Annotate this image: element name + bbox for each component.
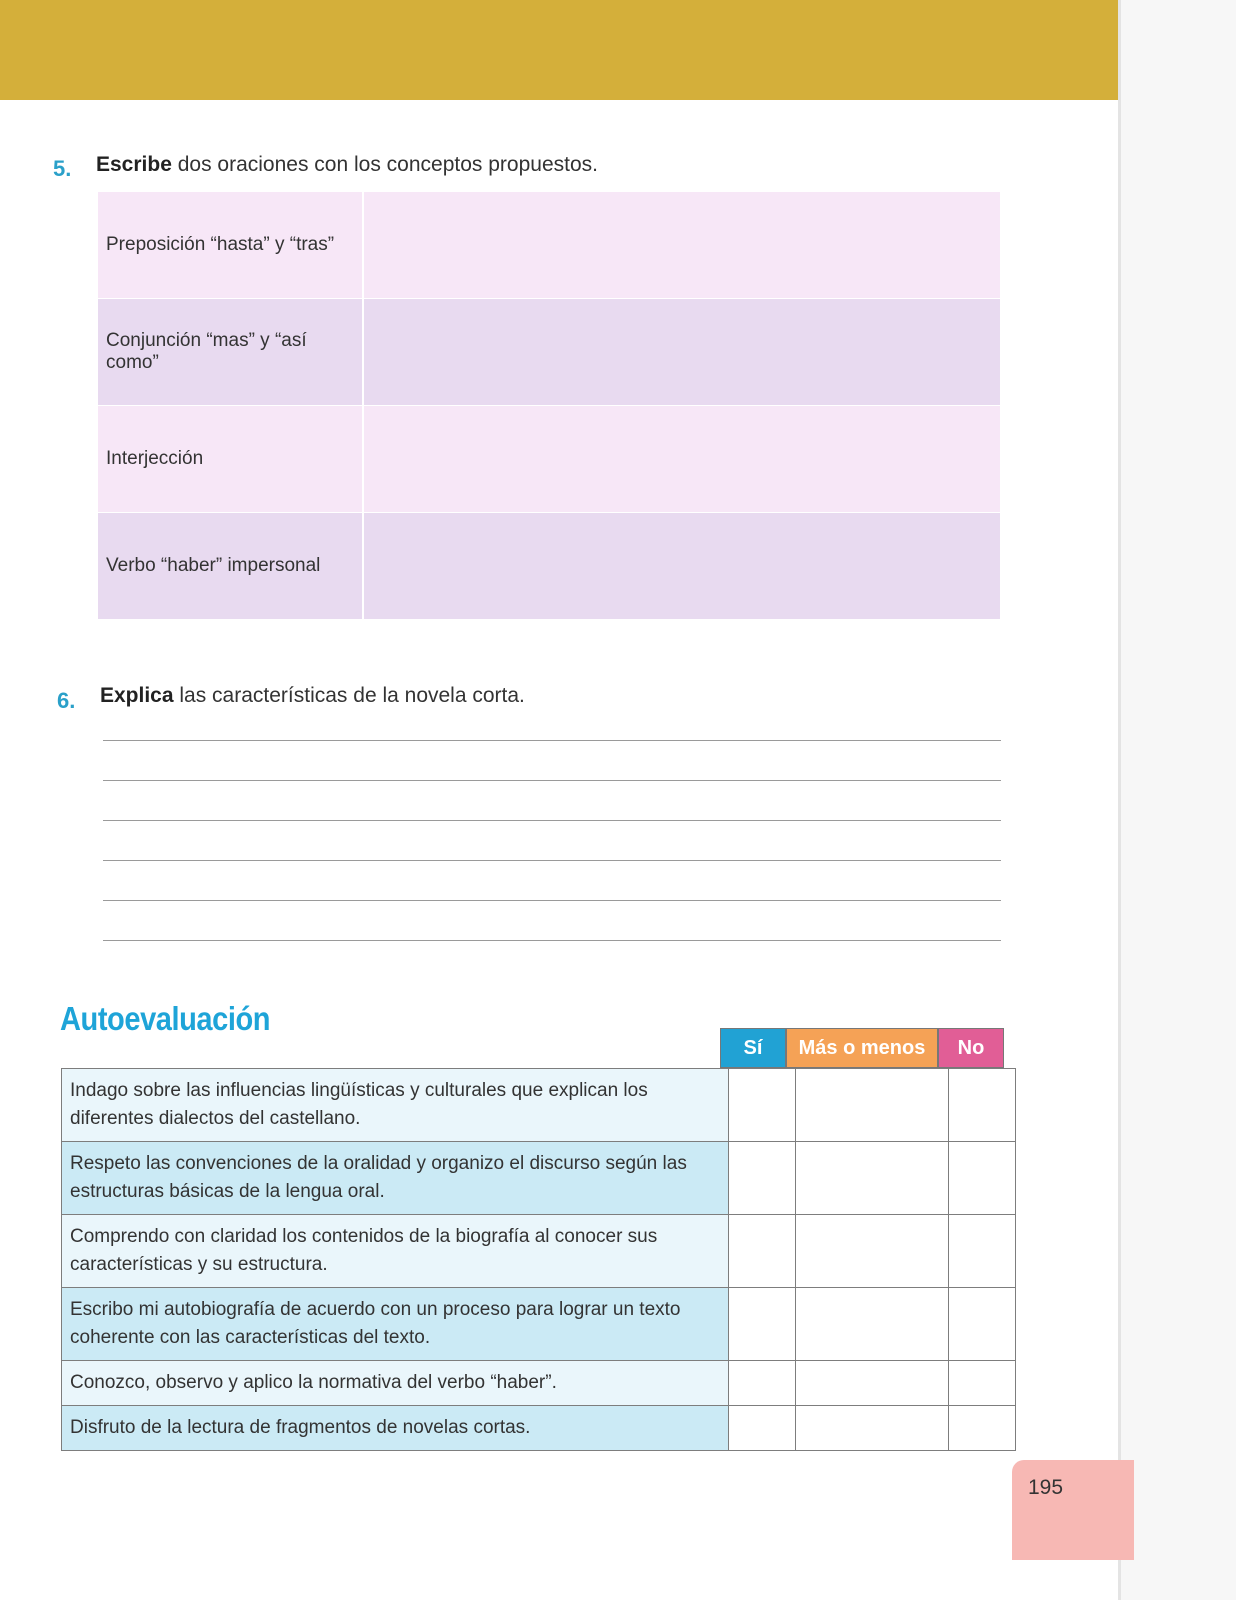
autoevaluacion-title: Autoevaluación <box>60 1000 271 1037</box>
answer-line[interactable] <box>103 901 1001 941</box>
si-checkbox-cell[interactable] <box>729 1406 796 1451</box>
mas-o-menos-checkbox-cell[interactable] <box>796 1215 949 1288</box>
header-no: No <box>938 1028 1004 1068</box>
concept-answer-area[interactable] <box>364 513 1000 619</box>
statement-cell: Comprendo con claridad los contenidos de la biografía al conocer sus características y su estructura. <box>62 1215 729 1288</box>
question-5-verb: Escribe <box>96 153 172 176</box>
mas-o-menos-checkbox-cell[interactable] <box>796 1406 949 1451</box>
no-checkbox-cell[interactable] <box>949 1361 1016 1406</box>
statement-cell: Respeto las convenciones de la oralidad y organizo el discurso según las estructuras básicas de la lengua oral. <box>62 1142 729 1215</box>
concept-label: Interjección <box>98 406 364 512</box>
concepts-table <box>98 192 1000 620</box>
no-checkbox-cell[interactable] <box>949 1288 1016 1361</box>
si-checkbox-cell[interactable] <box>729 1288 796 1361</box>
answer-line[interactable] <box>103 741 1001 781</box>
statement-cell: Conozco, observo y aplico la normativa del verbo “haber”. <box>62 1361 729 1406</box>
no-checkbox-cell[interactable] <box>949 1406 1016 1451</box>
question-6-rest: las características de la novela corta. <box>173 684 525 707</box>
statement-cell: Escribo mi autobiografía de acuerdo con un proceso para lograr un texto coherente con las características del texto. <box>62 1288 729 1361</box>
header-si: Sí <box>720 1028 786 1068</box>
statement-cell: Indago sobre las influencias lingüísticas y culturales que explican los diferentes dialectos del castellano. <box>62 1069 729 1142</box>
concept-answer-area[interactable] <box>364 406 1000 512</box>
table-row <box>62 1406 1016 1451</box>
si-checkbox-cell[interactable] <box>729 1361 796 1406</box>
concept-answer-area[interactable] <box>364 192 1000 298</box>
concept-label: Conjunción “mas” y “así como” <box>98 299 364 405</box>
question-5-prompt <box>96 153 598 177</box>
mas-o-menos-checkbox-cell[interactable] <box>796 1288 949 1361</box>
page-gutter <box>1118 0 1236 1600</box>
table-row <box>62 1142 1016 1215</box>
page-edge <box>1118 0 1121 1600</box>
table-row <box>62 1288 1016 1361</box>
table-row <box>62 1069 1016 1142</box>
table-row <box>62 1361 1016 1406</box>
mas-o-menos-checkbox-cell[interactable] <box>796 1142 949 1215</box>
no-checkbox-cell[interactable] <box>949 1069 1016 1142</box>
answer-line[interactable] <box>103 781 1001 821</box>
self-evaluation-table <box>61 1068 1016 1451</box>
concept-label: Verbo “haber” impersonal <box>98 513 364 619</box>
top-color-band <box>0 0 1118 100</box>
mas-o-menos-checkbox-cell[interactable] <box>796 1069 949 1142</box>
si-checkbox-cell[interactable] <box>729 1215 796 1288</box>
question-6-verb: Explica <box>100 684 174 707</box>
question-5-rest: dos oraciones con los conceptos propuestos. <box>171 153 598 176</box>
no-checkbox-cell[interactable] <box>949 1142 1016 1215</box>
concept-row <box>98 406 1000 512</box>
question-5-number: 5. <box>53 156 72 181</box>
question-6-prompt <box>100 684 525 708</box>
concept-answer-area[interactable] <box>364 299 1000 405</box>
statement-cell: Disfruto de la lectura de fragmentos de novelas cortas. <box>62 1406 729 1451</box>
answer-lines <box>103 740 1001 941</box>
si-checkbox-cell[interactable] <box>729 1142 796 1215</box>
question-6-number: 6. <box>57 688 76 713</box>
page-number: 195 <box>1028 1476 1064 1499</box>
concept-row <box>98 299 1000 405</box>
no-checkbox-cell[interactable] <box>949 1215 1016 1288</box>
concept-label: Preposición “hasta” y “tras” <box>98 192 364 298</box>
mas-o-menos-checkbox-cell[interactable] <box>796 1361 949 1406</box>
header-mas-o-menos: Más o menos <box>786 1028 938 1068</box>
page-number-tab <box>1012 1460 1134 1560</box>
concept-row <box>98 513 1000 619</box>
si-checkbox-cell[interactable] <box>729 1069 796 1142</box>
answer-line[interactable] <box>103 821 1001 861</box>
concept-row <box>98 192 1000 298</box>
answer-line[interactable] <box>103 861 1001 901</box>
table-row <box>62 1215 1016 1288</box>
